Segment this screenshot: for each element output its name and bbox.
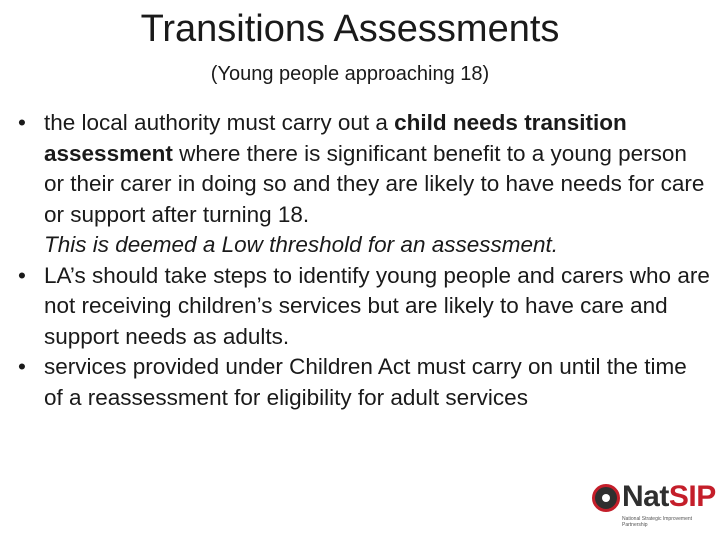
- bullet-1-bold-term: child needs transition assessment: [44, 110, 627, 166]
- slide-subtitle: (Young people approaching 18): [210, 63, 490, 85]
- natsip-logo: [592, 478, 716, 532]
- bullet-item-1: [18, 108, 710, 230]
- bullet-1-note: This is deemed a Low threshold for an assessment.: [44, 232, 559, 257]
- logo-name-part2: SIP: [668, 480, 716, 513]
- natsip-logo-icon: [592, 484, 620, 512]
- bullet-item-2: [18, 261, 710, 353]
- bullet-marker: •: [18, 110, 26, 135]
- bullet-item-3: [18, 352, 710, 413]
- slide-title: Transitions Assessments: [140, 8, 560, 50]
- bullet-1-lead: the local authority must carry out a: [44, 110, 395, 135]
- bullet-2-text: LA’s should take steps to identify young people and carers who are not receiving children’s services but are likely to have care and support needs as adults.: [44, 262, 710, 349]
- bullet-marker: •: [18, 354, 26, 379]
- bullet-list: [18, 108, 710, 413]
- bullet-marker: •: [18, 262, 26, 288]
- bullet-3-text: services provided under Children Act must carry on until the time of a reassessment for eligibility for adult services: [44, 354, 687, 410]
- bullet-1-rest: where there is significant benefit to a young person or their carer in doing so and they are likely to have needs for care or support after turning 18.: [44, 140, 705, 227]
- logo-name-part1: Nat: [622, 480, 669, 513]
- logo-tagline: National Strategic Improvement Partnership: [622, 516, 693, 528]
- natsip-logo-wordmark: [622, 480, 716, 514]
